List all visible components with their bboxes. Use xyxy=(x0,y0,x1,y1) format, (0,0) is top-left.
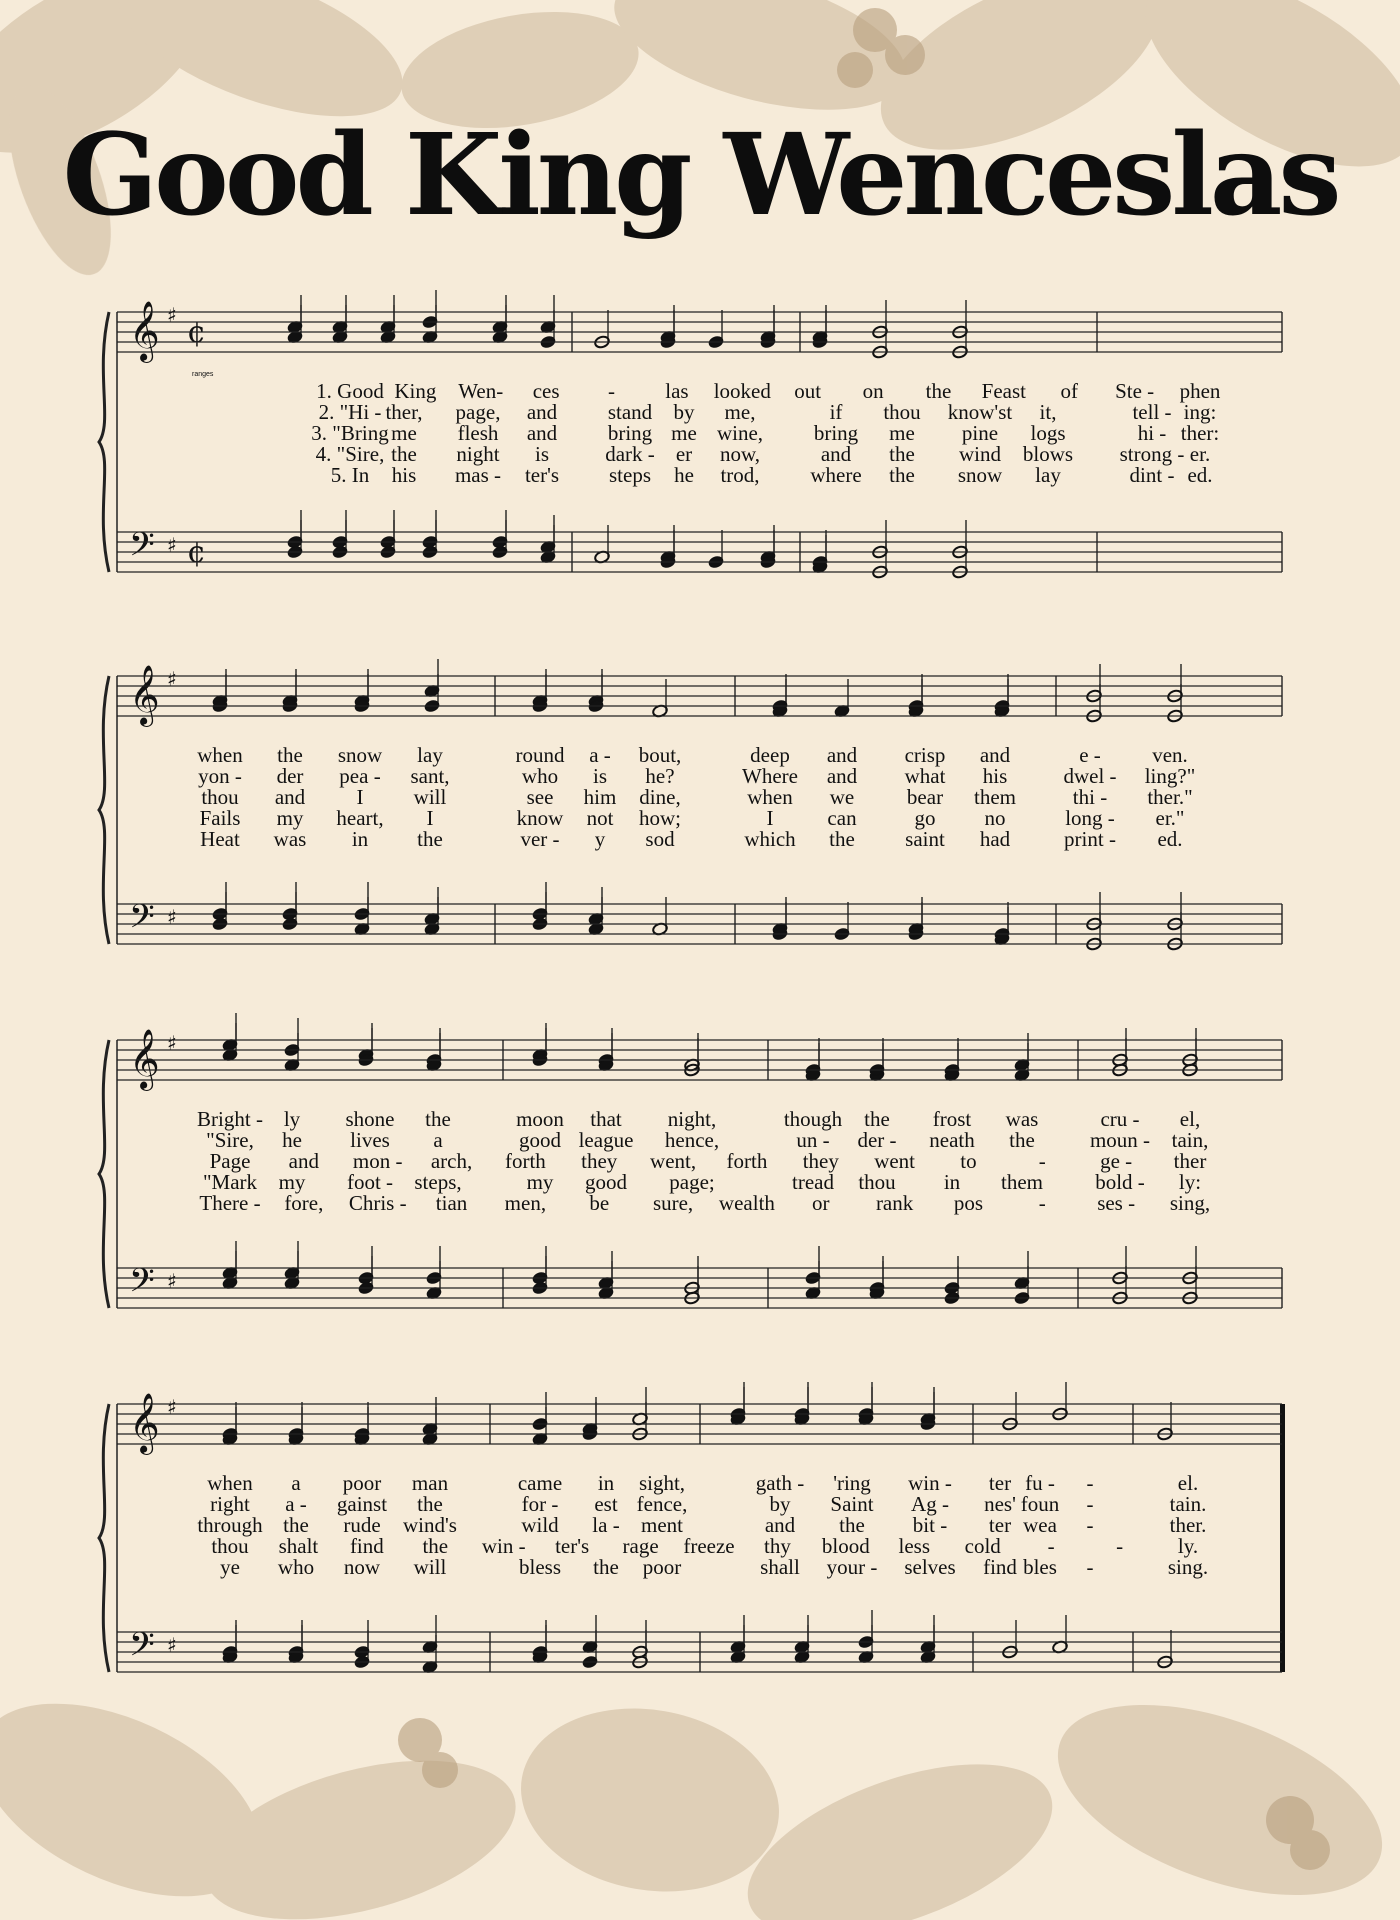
lyric-syllable: he xyxy=(674,463,694,487)
lyric-syllable: went, xyxy=(650,1149,697,1173)
treble-clef-icon: 𝄞 xyxy=(129,301,160,361)
lyric-syllable: lay xyxy=(1035,463,1061,487)
lyric-syllable: me xyxy=(671,421,697,445)
lyric-syllable: wind's xyxy=(403,1513,457,1537)
lyric-syllable: they xyxy=(581,1149,618,1173)
lyric-syllable: sight, xyxy=(638,1471,686,1495)
lyric-syllable: cold xyxy=(964,1534,1001,1558)
lyric-syllable: went xyxy=(874,1149,916,1173)
lyric-syllable: un - xyxy=(796,1128,830,1152)
lyric-syllable: me xyxy=(889,421,915,445)
lyric-syllable: ter's xyxy=(524,463,560,487)
lyric-syllable: it, xyxy=(1039,400,1057,424)
treble-clef-icon: 𝄞 xyxy=(129,665,160,725)
lyric-syllable: snow xyxy=(957,463,1003,487)
lyric-syllable: las xyxy=(665,379,689,403)
lyric-syllable: be xyxy=(589,1191,610,1215)
lyric-syllable: when xyxy=(197,743,243,767)
lyric-syllable: what xyxy=(904,764,946,788)
lyric-syllable: el, xyxy=(1179,1107,1201,1131)
lyric-syllable: There - xyxy=(199,1191,261,1215)
page-title: Good King Wenceslas xyxy=(62,110,1338,241)
lyric-syllable: steps, xyxy=(414,1170,462,1194)
lyric-syllable: - xyxy=(1116,1534,1124,1558)
lyric-syllable: strong - xyxy=(1119,442,1185,466)
lyric-syllable: in xyxy=(597,1471,615,1495)
sharp-icon: ♯ xyxy=(167,905,177,929)
lyric-syllable: trod, xyxy=(720,463,760,487)
lyric-syllable: 3. "Bring xyxy=(311,421,389,445)
lyric-syllable: the xyxy=(593,1555,619,1579)
lyric-syllable: find xyxy=(983,1555,1017,1579)
lyric-syllable: moon xyxy=(516,1107,564,1131)
lyric-syllable: the xyxy=(925,379,952,403)
lyric-syllable: mas - xyxy=(454,463,502,487)
lyric-syllable: sant, xyxy=(410,764,450,788)
lyric-syllable: men, xyxy=(504,1191,547,1215)
lyric-syllable: bles xyxy=(1023,1555,1057,1579)
lyric-syllable: - xyxy=(1038,1149,1046,1173)
lyric-syllable: er xyxy=(675,442,693,466)
lyric-syllable: the xyxy=(1009,1128,1035,1152)
lyric-syllable: stand xyxy=(607,400,653,424)
lyric-syllable: in xyxy=(943,1170,961,1194)
lyric-syllable: dwel - xyxy=(1063,764,1117,788)
lyric-syllable: Wen- xyxy=(458,379,504,403)
lyric-syllable: 'ring xyxy=(833,1471,871,1495)
lyric-syllable: I xyxy=(356,785,364,809)
lyric-syllable: which xyxy=(744,827,796,851)
lyric-syllable: me xyxy=(391,421,417,445)
lyric-syllable: out xyxy=(794,379,822,403)
treble-clef-icon: 𝄞 xyxy=(129,1393,160,1453)
lyric-syllable: Bright - xyxy=(197,1107,263,1131)
lyric-syllable: he xyxy=(282,1128,302,1152)
lyric-syllable: had xyxy=(979,827,1011,851)
grand-staff-brace xyxy=(99,1404,109,1672)
lyric-syllable: - xyxy=(608,379,616,403)
lyric-syllable: his xyxy=(391,463,417,487)
lyric-syllable: thou xyxy=(858,1170,896,1194)
lyric-syllable: ye xyxy=(220,1555,240,1579)
system-2 xyxy=(99,659,1282,951)
lyric-syllable: e - xyxy=(1079,743,1101,767)
lyric-syllable: fore, xyxy=(284,1191,324,1215)
lyric-syllable: dark - xyxy=(605,442,655,466)
lyric-syllable: where xyxy=(810,463,862,487)
lyric-syllable: the xyxy=(889,442,915,466)
lyric-syllable: hence, xyxy=(664,1128,720,1152)
sharp-icon: ♯ xyxy=(167,1269,177,1293)
lyric-syllable: saint xyxy=(905,827,945,851)
lyric-syllable: them xyxy=(974,785,1016,809)
lyric-syllable: "Mark xyxy=(202,1170,258,1194)
lyric-syllable: see xyxy=(526,785,554,809)
grand-staff-brace xyxy=(99,676,109,944)
lyric-syllable: night, xyxy=(667,1107,717,1131)
lyric-syllable: him xyxy=(583,785,617,809)
lyric-syllable: foun xyxy=(1020,1492,1060,1516)
lyric-syllable: nes' xyxy=(984,1492,1016,1516)
lyric-syllable: thy xyxy=(764,1534,791,1558)
lyric-syllable: er." xyxy=(1155,806,1185,830)
lyric-syllable: them xyxy=(1001,1170,1043,1194)
lyric-syllable: tian xyxy=(435,1191,468,1215)
lyric-syllable: no xyxy=(984,806,1006,830)
lyric-syllable: shalt xyxy=(278,1534,319,1558)
lyric-syllable: bear xyxy=(906,785,944,809)
lyric-syllable: know xyxy=(516,806,564,830)
lyric-syllable: ter xyxy=(988,1471,1012,1495)
lyric-syllable: mon - xyxy=(352,1149,403,1173)
lyric-syllable: in xyxy=(351,827,369,851)
lyric-syllable: forth xyxy=(726,1149,768,1173)
lyric-syllable: sure, xyxy=(652,1191,694,1215)
lyric-syllable: tain. xyxy=(1169,1492,1207,1516)
lyric-syllable: not xyxy=(586,806,614,830)
lyric-syllable: ses - xyxy=(1097,1191,1136,1215)
lyric-syllable: my xyxy=(526,1170,554,1194)
lyric-syllable: was xyxy=(273,827,307,851)
lyric-syllable: lives xyxy=(350,1128,390,1152)
lyric-syllable: tain, xyxy=(1171,1128,1209,1152)
lyric-syllable: and xyxy=(820,442,852,466)
lyric-syllable: sing, xyxy=(1169,1191,1211,1215)
sharp-icon: ♯ xyxy=(167,303,177,327)
bass-clef-icon: 𝄢 xyxy=(129,526,155,572)
lyric-syllable: der xyxy=(276,764,304,788)
lyric-syllable: page, xyxy=(455,400,501,424)
lyric-syllable: crisp xyxy=(904,743,946,767)
lyric-syllable: logs xyxy=(1030,421,1066,445)
lyric-syllable: man xyxy=(411,1471,449,1495)
lyric-syllable: on xyxy=(862,379,884,403)
sharp-icon: ♯ xyxy=(167,1395,177,1419)
lyric-syllable: the xyxy=(829,827,855,851)
lyric-syllable: the xyxy=(391,442,417,466)
lyric-syllable: hi - xyxy=(1137,421,1167,445)
lyric-syllable: was xyxy=(1005,1107,1039,1131)
lyric-syllable: find xyxy=(349,1534,384,1558)
lyric-syllable: now xyxy=(343,1555,381,1579)
lyric-syllable: selves xyxy=(904,1555,956,1579)
lyric-syllable: Ste - xyxy=(1115,379,1155,403)
treble-clef-icon: 𝄞 xyxy=(129,1029,160,1089)
lyric-syllable: thou xyxy=(201,785,239,809)
lyric-syllable: y xyxy=(594,827,606,851)
lyric-syllable: Page xyxy=(209,1149,251,1173)
tempo-mark: ranges xyxy=(192,371,214,378)
lyric-syllable: ed. xyxy=(1157,827,1183,851)
lyric-syllable: and xyxy=(826,764,858,788)
lyric-syllable: thou xyxy=(883,400,921,424)
lyric-syllable: heart, xyxy=(336,806,384,830)
lyric-syllable: will xyxy=(413,1555,447,1579)
lyric-syllable: foot - xyxy=(346,1170,394,1194)
lyric-syllable: if xyxy=(829,400,843,424)
lyric-syllable: and xyxy=(274,785,306,809)
lyric-syllable: wind xyxy=(959,442,1001,466)
lyric-syllable: a xyxy=(291,1471,301,1495)
lyric-syllable: gath - xyxy=(755,1471,805,1495)
lyric-syllable: ther xyxy=(1173,1149,1207,1173)
sharp-icon: ♯ xyxy=(167,1031,177,1055)
lyric-syllable: ly xyxy=(283,1107,301,1131)
lyric-syllable: night xyxy=(456,442,500,466)
lyric-syllable: the xyxy=(417,827,443,851)
lyric-syllable: blood xyxy=(821,1534,870,1558)
lyric-syllable: is xyxy=(592,764,608,788)
sharp-icon: ♯ xyxy=(167,667,177,691)
lyric-syllable: phen xyxy=(1179,379,1221,403)
lyric-syllable: by xyxy=(673,400,695,424)
lyric-syllable: he? xyxy=(645,764,675,788)
lyric-syllable: steps xyxy=(609,463,651,487)
lyric-syllable: dint - xyxy=(1129,463,1175,487)
lyric-syllable: for - xyxy=(521,1492,559,1516)
lyric-syllable: win - xyxy=(908,1471,952,1495)
lyric-syllable: we xyxy=(829,785,855,809)
lyric-syllable: when xyxy=(207,1471,253,1495)
grand-staff-brace xyxy=(99,312,109,572)
lyric-syllable: 1. Good xyxy=(316,379,384,403)
lyric-syllable: Fails xyxy=(199,806,241,830)
lyric-syllable: bring xyxy=(813,421,859,445)
lyric-syllable: gainst xyxy=(336,1492,388,1516)
lyric-syllable: rude xyxy=(343,1513,381,1537)
lyric-syllable: tread xyxy=(792,1170,834,1194)
lyric-syllable: King xyxy=(394,379,437,403)
lyric-syllable: ing: xyxy=(1183,400,1217,424)
lyric-syllable: Saint xyxy=(830,1492,874,1516)
lyric-syllable: blows xyxy=(1022,442,1074,466)
lyric-syllable: ly. xyxy=(1177,1534,1199,1558)
lyric-syllable: Feast xyxy=(981,379,1027,403)
lyric-syllable: win - xyxy=(481,1534,526,1558)
lyric-syllable: frost xyxy=(932,1107,972,1131)
lyric-syllable: or xyxy=(812,1191,830,1215)
lyric-syllable: will xyxy=(413,785,447,809)
lyric-syllable: go xyxy=(914,806,936,830)
lyric-syllable: I xyxy=(426,806,434,830)
lyric-syllable: the xyxy=(277,743,303,767)
lyric-syllable: pos xyxy=(953,1191,984,1215)
lyric-syllable: long - xyxy=(1065,806,1115,830)
lyric-syllable: ther. xyxy=(1169,1513,1207,1537)
lyric-syllable: sing. xyxy=(1167,1555,1209,1579)
lyric-syllable: moun - xyxy=(1089,1128,1151,1152)
lyric-syllable: ling?" xyxy=(1144,764,1196,788)
lyric-syllable: league xyxy=(578,1128,634,1152)
bass-clef-icon: 𝄢 xyxy=(129,898,155,944)
lyric-syllable: neath xyxy=(929,1128,975,1152)
lyric-syllable: is xyxy=(534,442,550,466)
lyric-syllable: fence, xyxy=(636,1492,688,1516)
lyric-syllable: the xyxy=(417,1492,443,1516)
lyric-syllable: by xyxy=(769,1492,791,1516)
lyric-syllable: la - xyxy=(592,1513,620,1537)
lyric-syllable: less xyxy=(898,1534,931,1558)
lyric-syllable: arch, xyxy=(430,1149,473,1173)
lyric-syllable: sod xyxy=(645,827,675,851)
lyric-syllable: wine, xyxy=(716,421,764,445)
lyric-syllable: ge - xyxy=(1100,1149,1133,1173)
grand-staff-brace xyxy=(99,1040,109,1308)
lyric-syllable: wealth xyxy=(718,1191,775,1215)
lyric-syllable: "Sire, xyxy=(206,1128,254,1152)
lyric-syllable: when xyxy=(747,785,793,809)
lyric-syllable: Heat xyxy=(200,827,240,851)
lyric-syllable: wild xyxy=(521,1513,559,1537)
lyric-syllable: know'st xyxy=(947,400,1013,424)
lyric-syllable: who xyxy=(521,764,559,788)
bass-clef-icon: 𝄢 xyxy=(129,1262,155,1308)
lyric-syllable: - xyxy=(1086,1513,1094,1537)
sharp-icon: ♯ xyxy=(167,1633,177,1657)
lyric-syllable: me, xyxy=(724,400,756,424)
lyric-syllable: poor xyxy=(342,1471,382,1495)
lyric-syllable: ter xyxy=(988,1513,1012,1537)
bass-clef-icon: 𝄢 xyxy=(129,1626,155,1672)
lyric-syllable: 4. "Sire, xyxy=(315,442,385,466)
lyric-syllable: that xyxy=(590,1107,622,1131)
lyric-syllable: came xyxy=(517,1471,563,1495)
lyric-syllable: your - xyxy=(826,1555,878,1579)
lyric-syllable: and xyxy=(979,743,1011,767)
lyric-syllable: bout, xyxy=(638,743,682,767)
lyric-syllable: round xyxy=(515,743,565,767)
lyric-syllable: fu - xyxy=(1025,1471,1055,1495)
sharp-icon: ♯ xyxy=(167,533,177,557)
lyric-syllable: and xyxy=(826,743,858,767)
lyric-syllable: lay xyxy=(417,743,443,767)
lyric-syllable: now, xyxy=(719,442,761,466)
lyric-syllable: Chris - xyxy=(348,1191,407,1215)
lyric-syllable: ven. xyxy=(1152,743,1188,767)
lyric-syllable: bless xyxy=(519,1555,561,1579)
lyric-syllable: Ag - xyxy=(911,1492,949,1516)
lyric-syllable: ment xyxy=(641,1513,683,1537)
lyric-syllable: dine, xyxy=(639,785,681,809)
lyric-syllable: thou xyxy=(211,1534,249,1558)
lyric-syllable: a - xyxy=(589,743,611,767)
lyric-syllable: 2. "Hi - xyxy=(318,400,382,424)
lyric-syllable: right xyxy=(210,1492,250,1516)
lyric-syllable: the xyxy=(422,1534,449,1558)
lyric-syllable: - xyxy=(1047,1534,1055,1558)
lyric-syllable: bold - xyxy=(1095,1170,1145,1194)
lyric-syllable: - xyxy=(1086,1555,1094,1579)
lyric-syllable: wea xyxy=(1023,1513,1057,1537)
lyric-syllable: rank xyxy=(875,1191,914,1215)
lyric-syllable: ly: xyxy=(1178,1170,1202,1194)
lyric-syllable: the xyxy=(889,463,915,487)
lyric-syllable: the xyxy=(425,1107,451,1131)
lyric-syllable: der - xyxy=(857,1128,897,1152)
lyric-syllable: freeze xyxy=(683,1534,735,1558)
lyric-syllable: pine xyxy=(961,421,999,445)
lyric-syllable: cru - xyxy=(1100,1107,1140,1131)
lyric-syllable: the xyxy=(864,1107,890,1131)
lyric-syllable: my xyxy=(278,1170,306,1194)
lyric-syllable: 5. In xyxy=(330,463,370,487)
lyric-syllable: and xyxy=(526,400,558,424)
cut-time-icon: ¢ xyxy=(187,315,207,350)
lyric-syllable: and xyxy=(764,1513,796,1537)
lyric-syllable: Where xyxy=(742,764,798,788)
lyric-syllable: can xyxy=(827,806,857,830)
lyric-syllable: though xyxy=(783,1107,843,1131)
lyric-syllable: poor xyxy=(642,1555,682,1579)
lyric-syllable: - xyxy=(1038,1191,1046,1215)
lyric-syllable: - xyxy=(1086,1492,1094,1516)
lyric-syllable: forth xyxy=(504,1149,546,1173)
lyric-syllable: ter's xyxy=(555,1534,590,1558)
lyric-syllable: shall xyxy=(760,1555,800,1579)
lyric-syllable: ther: xyxy=(1180,421,1220,445)
lyric-syllable: and xyxy=(288,1149,320,1173)
system-3 xyxy=(99,1013,1282,1308)
lyric-syllable: a - xyxy=(285,1492,307,1516)
lyric-syllable: my xyxy=(276,806,304,830)
lyric-syllable: ver - xyxy=(520,827,560,851)
lyric-syllable: tell - xyxy=(1132,400,1172,424)
lyric-syllable: I xyxy=(766,806,774,830)
lyric-syllable: pea - xyxy=(339,764,381,788)
lyric-syllable: rage xyxy=(622,1534,659,1558)
lyric-syllable: the xyxy=(283,1513,309,1537)
lyric-syllable: and xyxy=(526,421,558,445)
lyric-syllable: deep xyxy=(750,743,790,767)
lyric-syllable: print - xyxy=(1064,827,1116,851)
lyric-syllable: ed. xyxy=(1187,463,1213,487)
lyric-syllable: ces xyxy=(532,379,560,403)
lyric-syllable: est xyxy=(594,1492,618,1516)
lyric-syllable: bring xyxy=(607,421,653,445)
lyric-syllable: yon - xyxy=(198,764,242,788)
lyric-syllable: good xyxy=(585,1170,627,1194)
lyric-syllable: bit - xyxy=(912,1513,948,1537)
lyric-syllable: ther, xyxy=(385,400,423,424)
lyric-syllable: er. xyxy=(1189,442,1211,466)
lyric-syllable: snow xyxy=(337,743,383,767)
lyric-syllable: thi - xyxy=(1072,785,1108,809)
system-4 xyxy=(99,1382,1285,1674)
lyric-syllable: shone xyxy=(345,1107,395,1131)
lyric-syllable: - xyxy=(1086,1471,1094,1495)
lyric-syllable: how; xyxy=(639,806,681,830)
lyric-syllable: ther." xyxy=(1147,785,1193,809)
lyric-syllable: his xyxy=(982,764,1008,788)
lyric-syllable: who xyxy=(277,1555,315,1579)
lyric-syllable: flesh xyxy=(457,421,499,445)
lyric-syllable: they xyxy=(802,1149,839,1173)
lyric-syllable: of xyxy=(1060,379,1078,403)
lyric-syllable: through xyxy=(197,1513,263,1537)
lyric-syllable: the xyxy=(839,1513,865,1537)
lyric-syllable: to xyxy=(960,1149,977,1173)
lyric-syllable: a xyxy=(433,1128,443,1152)
lyric-syllable: el. xyxy=(1177,1471,1199,1495)
system-1 xyxy=(99,290,1282,579)
lyric-syllable: looked xyxy=(713,379,771,403)
cut-time-icon: ¢ xyxy=(187,535,207,570)
lyric-syllable: good xyxy=(519,1128,561,1152)
lyric-syllable: page; xyxy=(669,1170,715,1194)
